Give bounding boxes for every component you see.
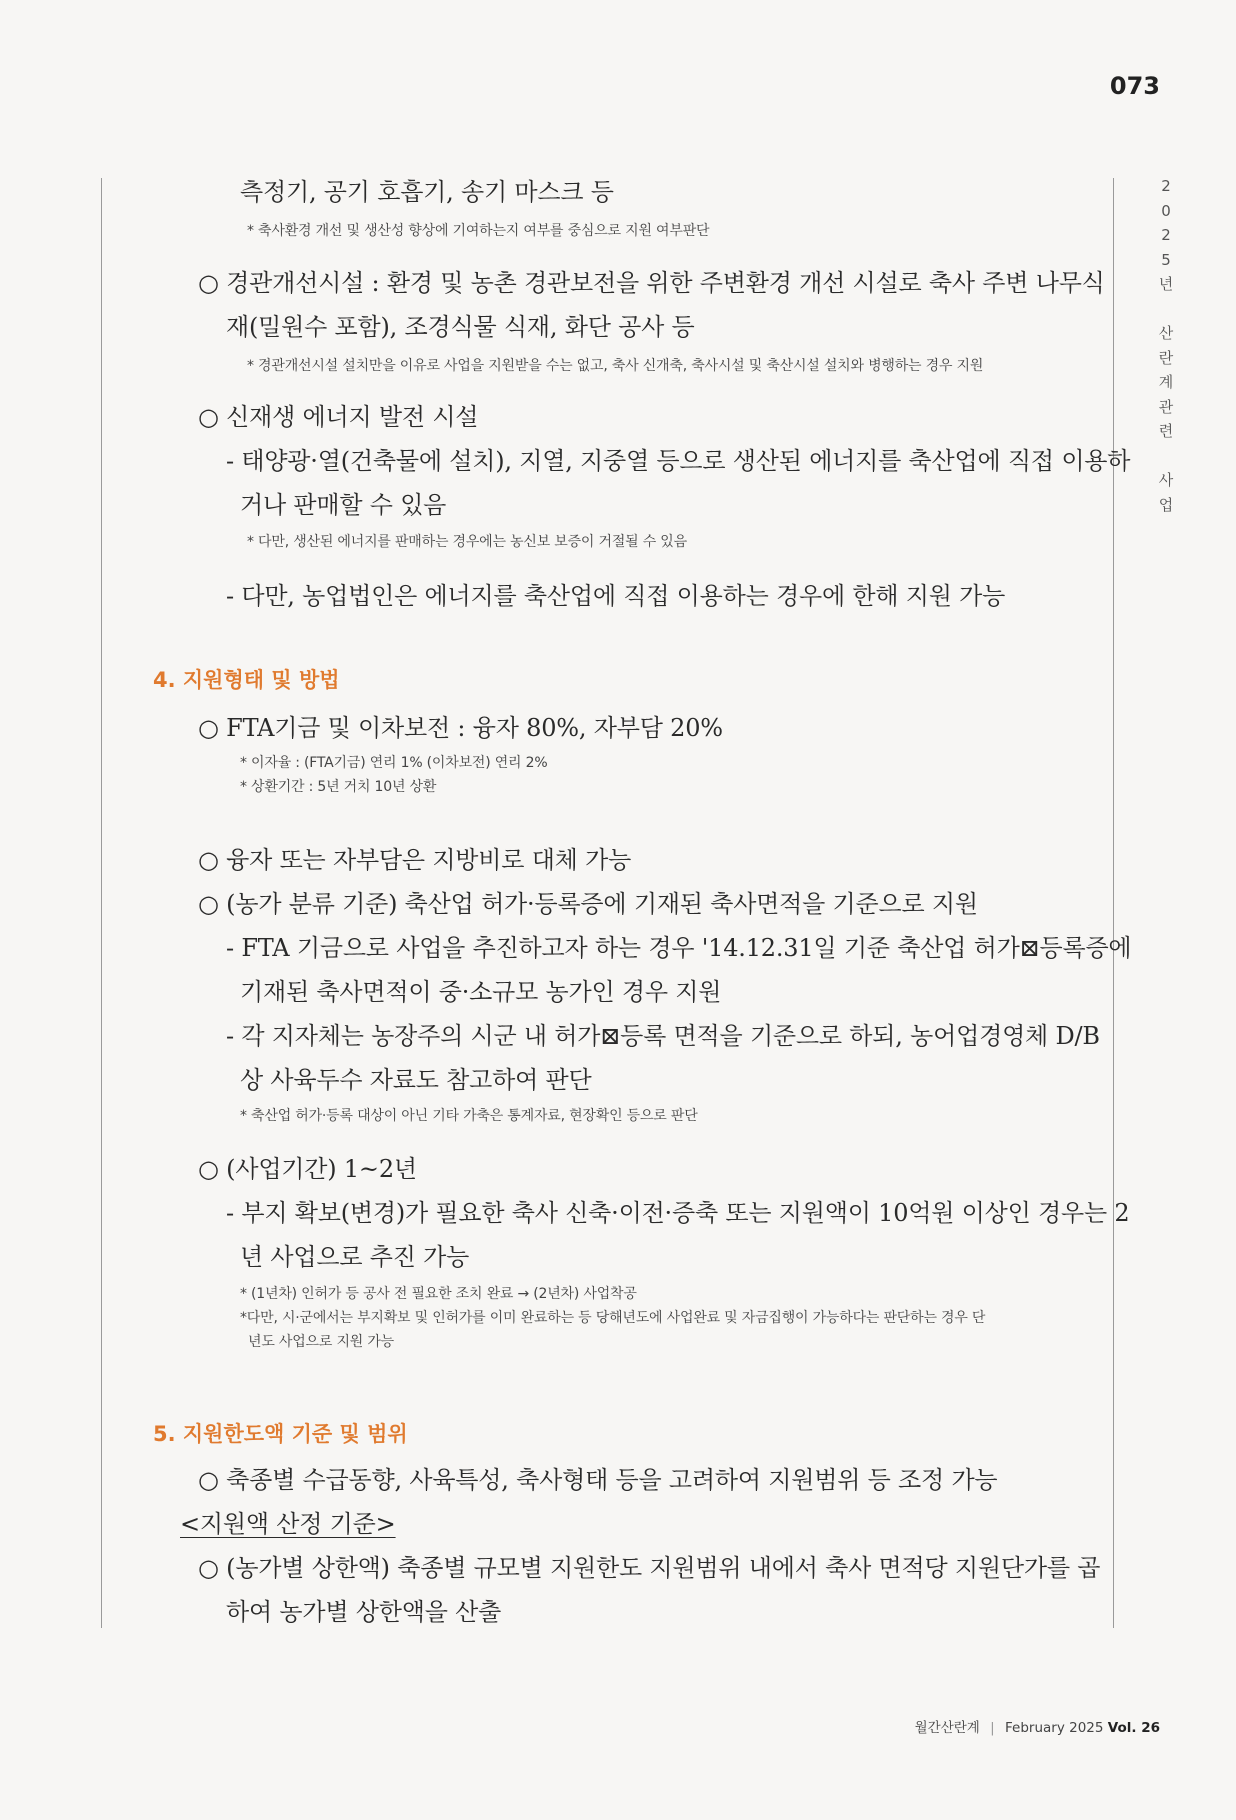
side-section-tab — [1154, 174, 1178, 517]
footnote: * 축사환경 개선 및 생산성 향상에 기여하는지 여부를 중심으로 지원 여부판단 — [247, 223, 710, 239]
body-line: 상 사육두수 자료도 참고하여 판단 — [240, 1066, 592, 1094]
footnote: * 상환기간 : 5년 거치 10년 상환 — [240, 779, 437, 795]
dash-item: - FTA 기금으로 사업을 추진하고자 하는 경우 '14.12.31일 기준 축산업 허가⊠등록증에 — [226, 934, 1132, 962]
side-tab-char: 0 — [1161, 201, 1171, 220]
section-heading-5: 5. 지원한도액 기준 및 범위 — [153, 1422, 408, 1446]
bullet-item: ○ 경관개선시설 : 환경 및 농촌 경관보전을 위한 주변환경 개선 시설로 축사 주변 나무식 — [198, 269, 1105, 297]
side-tab-char — [1154, 444, 1178, 469]
body-line: 거나 판매할 수 있음 — [240, 491, 447, 519]
body-line: 하여 농가별 상한액을 산출 — [226, 1598, 502, 1626]
side-tab-char: 업 — [1158, 495, 1174, 514]
body-line: 년 사업으로 추진 가능 — [240, 1243, 470, 1271]
footer-publication: 월간산란계 — [914, 1720, 980, 1736]
section-heading-4: 4. 지원형태 및 방법 — [153, 668, 340, 692]
subsection-label: <지원액 산정 기준> — [180, 1510, 396, 1538]
bullet-item: ○ (사업기간) 1~2년 — [198, 1155, 417, 1183]
bullet-item: ○ (농가별 상한액) 축종별 규모별 지원한도 지원범위 내에서 축사 면적당 지원단가를 곱 — [198, 1554, 1101, 1582]
bullet-item: ○ 축종별 수급동향, 사육특성, 축사형태 등을 고려하여 지원범위 등 조정 가능 — [198, 1466, 998, 1494]
footnote: * 이자율 : (FTA기금) 연리 1% (이차보전) 연리 2% — [240, 755, 548, 771]
side-tab-char: 련 — [1158, 422, 1174, 440]
side-tab-char: 계 — [1158, 373, 1174, 391]
body-line: 측정기, 공기 호흡기, 송기 마스크 등 — [240, 178, 614, 206]
footnote: * 축산업 허가·등록 대상이 아닌 기타 가축은 통계자료, 현장확인 등으로 판단 — [240, 1108, 698, 1124]
page-footer — [760, 1716, 1160, 1736]
dash-item: - 다만, 농업법인은 에너지를 축산업에 직접 이용하는 경우에 한해 지원 가능 — [226, 582, 1006, 610]
side-tab-char: 2 — [1161, 226, 1171, 244]
dash-item: - 부지 확보(변경)가 필요한 축사 신축·이전·증축 또는 지원액이 10억원 이상인 경우는 2 — [226, 1199, 1130, 1227]
side-tab-char: 산 — [1158, 324, 1174, 342]
bullet-item: ○ 융자 또는 자부담은 지방비로 대체 가능 — [198, 846, 632, 874]
dash-item: - 각 지자체는 농장주의 시군 내 허가⊠등록 면적을 기준으로 하되, 농어업경영체 D/B — [226, 1022, 1100, 1050]
footer-volume: Vol. 26 — [1107, 1720, 1160, 1736]
footnote: *다만, 시·군에서는 부지확보 및 인허가를 이미 완료하는 등 당해년도에 사업완료 및 자금집행이 가능하다는 판단하는 경우 단 — [240, 1310, 986, 1326]
bullet-item: ○ 신재생 에너지 발전 시설 — [198, 403, 479, 431]
bullet-item: ○ (농가 분류 기준) 축산업 허가·등록증에 기재된 축사면적을 기준으로 지원 — [198, 890, 978, 918]
footnote: * 다만, 생산된 에너지를 판매하는 경우에는 농신보 보증이 거절될 수 있음 — [247, 534, 687, 550]
footnote: * (1년차) 인허가 등 공사 전 필요한 조치 완료 → (2년차) 사업착공 — [240, 1286, 637, 1302]
body-line: 재(밀원수 포함), 조경식물 식재, 화단 공사 등 — [226, 313, 695, 341]
side-tab-char: 년 — [1158, 275, 1174, 293]
bullet-item: ○ FTA기금 및 이차보전 : 융자 80%, 자부담 20% — [198, 714, 723, 742]
side-tab-char — [1154, 297, 1178, 322]
side-tab-char: 2 — [1161, 177, 1171, 195]
side-tab-char: 란 — [1158, 348, 1174, 367]
side-tab-char: 사 — [1158, 471, 1174, 489]
page-number: 073 — [1109, 72, 1160, 100]
side-tab-char: 관 — [1158, 397, 1174, 416]
dash-item: - 태양광·열(건축물에 설치), 지열, 지중열 등으로 생산된 에너지를 축산업에 직접 이용하 — [226, 447, 1131, 475]
body-line: 기재된 축사면적이 중·소규모 농가인 경우 지원 — [240, 978, 722, 1006]
footnote: 년도 사업으로 지원 가능 — [248, 1334, 394, 1350]
footer-separator: | — [990, 1720, 995, 1736]
right-margin-rule — [1113, 178, 1114, 1628]
footer-issue: February 2025 — [1005, 1720, 1104, 1736]
left-margin-rule — [101, 178, 102, 1628]
footnote: * 경관개선시설 설치만을 이유로 사업을 지원받을 수는 없고, 축사 신개축, 축사시설 및 축산시설 설치와 병행하는 경우 지원 — [247, 358, 984, 374]
side-tab-char: 5 — [1161, 250, 1171, 269]
